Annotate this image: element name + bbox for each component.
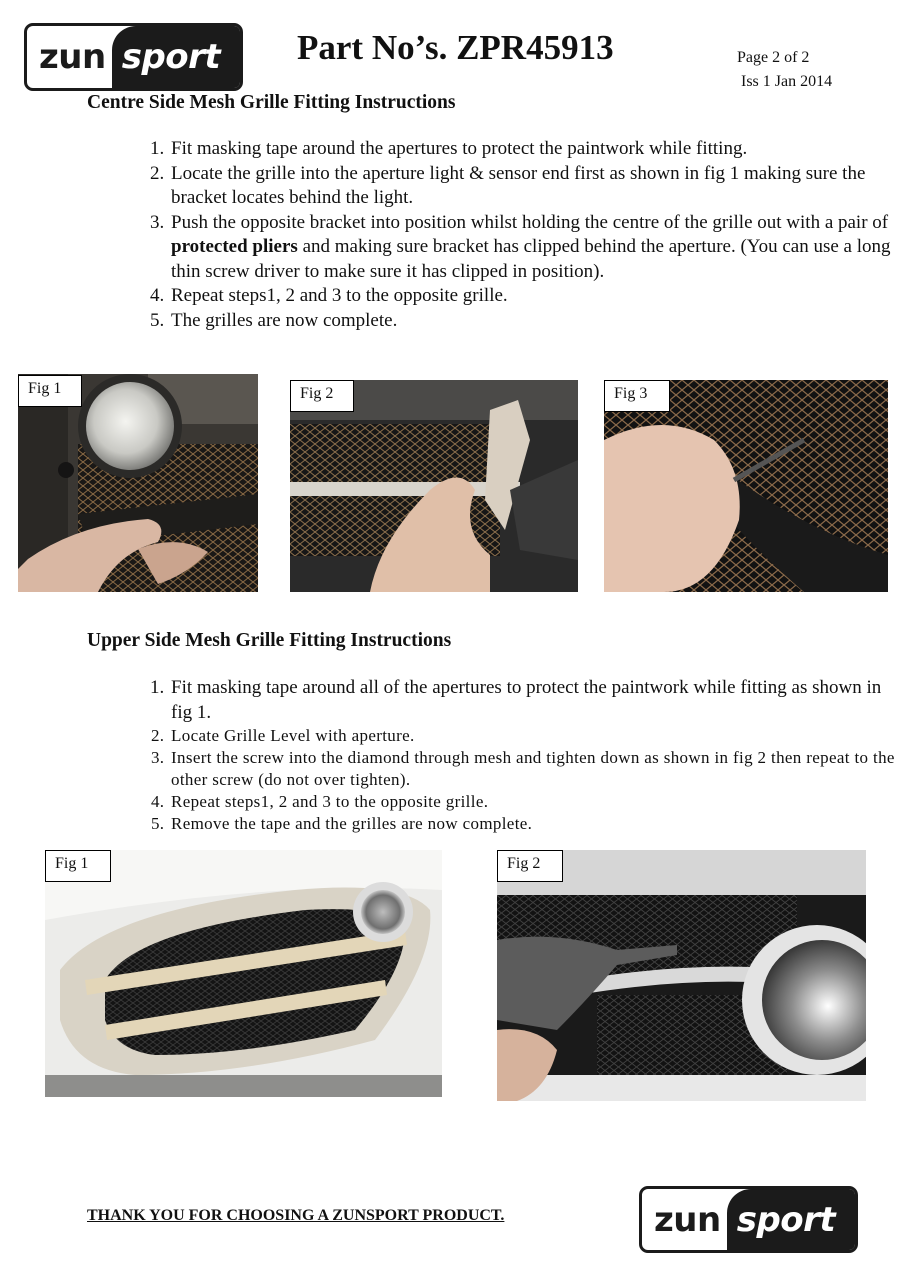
zunsport-footer-logo [639, 1186, 858, 1253]
upper-step-2: 2. Locate Grille Level with aperture. [169, 725, 899, 747]
page-number: Page 2 of 2 [737, 49, 810, 66]
upper-step-3: 3. Insert the screw into the diamond through mesh and tighten down as shown in fig 2 then repeat to the other screw (do not over tighten). [169, 747, 899, 791]
logo-sport-text: sport [112, 26, 240, 88]
upper-fig1-label: Fig 1 [45, 850, 111, 882]
page-info [737, 46, 832, 94]
centre-step-3-start: Push the opposite bracket into position whilst holding the centre of the grille out with a pair of [171, 211, 889, 233]
centre-step-4: 4. Repeat steps1, 2 and 3 to the opposite grille. [169, 284, 899, 309]
centre-steps-list [139, 137, 899, 333]
upper-fig1-photo [45, 850, 442, 1097]
upper-section-heading: Upper Side Mesh Grille Fitting Instructions [87, 630, 452, 651]
upper-step-1: 1. Fit masking tape around all of the apertures to protect the paintwork while fitting as shown in fig 1. [169, 676, 899, 725]
centre-step-2: 2. Locate the grille into the aperture light & sensor end first as shown in fig 1 making sure the bracket locates behind the light. [169, 162, 899, 211]
issue-date: Iss 1 Jan 2014 [741, 73, 833, 90]
centre-fig1-label: Fig 1 [18, 375, 82, 407]
protected-pliers-emphasis: protected pliers [171, 236, 298, 257]
zunsport-logo [24, 23, 243, 91]
centre-fig2-label: Fig 2 [290, 380, 354, 412]
footer-logo-sport-text: sport [727, 1189, 855, 1250]
thank-you-footer: THANK YOU FOR CHOOSING A ZUNSPORT PRODUCT. [87, 1207, 505, 1224]
centre-section-heading: Centre Side Mesh Grille Fitting Instructions [87, 92, 456, 113]
centre-step-5: 5. The grilles are now complete. [169, 309, 899, 334]
centre-fig3-label: Fig 3 [604, 380, 670, 412]
part-number-title: Part No’s. ZPR45913 [297, 28, 614, 67]
footer-logo-zun-text: zun [654, 1199, 721, 1240]
upper-fig2-photo [497, 850, 866, 1101]
upper-fig2-label: Fig 2 [497, 850, 563, 882]
centre-step-3-end: and making sure bracket has clipped behind the aperture. (You can use a long thin screw driver to make sure it has clipped in position). [171, 236, 891, 282]
upper-step-5: 5. Remove the tape and the grilles are now complete. [169, 813, 899, 835]
logo-zun-text: zun [39, 37, 106, 77]
upper-steps-list [139, 676, 899, 835]
centre-step-3 [169, 211, 899, 285]
upper-step-4: 4. Repeat steps1, 2 and 3 to the opposite grille. [169, 791, 899, 813]
centre-step-1: 1. Fit masking tape around the apertures to protect the paintwork while fitting. [169, 137, 899, 162]
